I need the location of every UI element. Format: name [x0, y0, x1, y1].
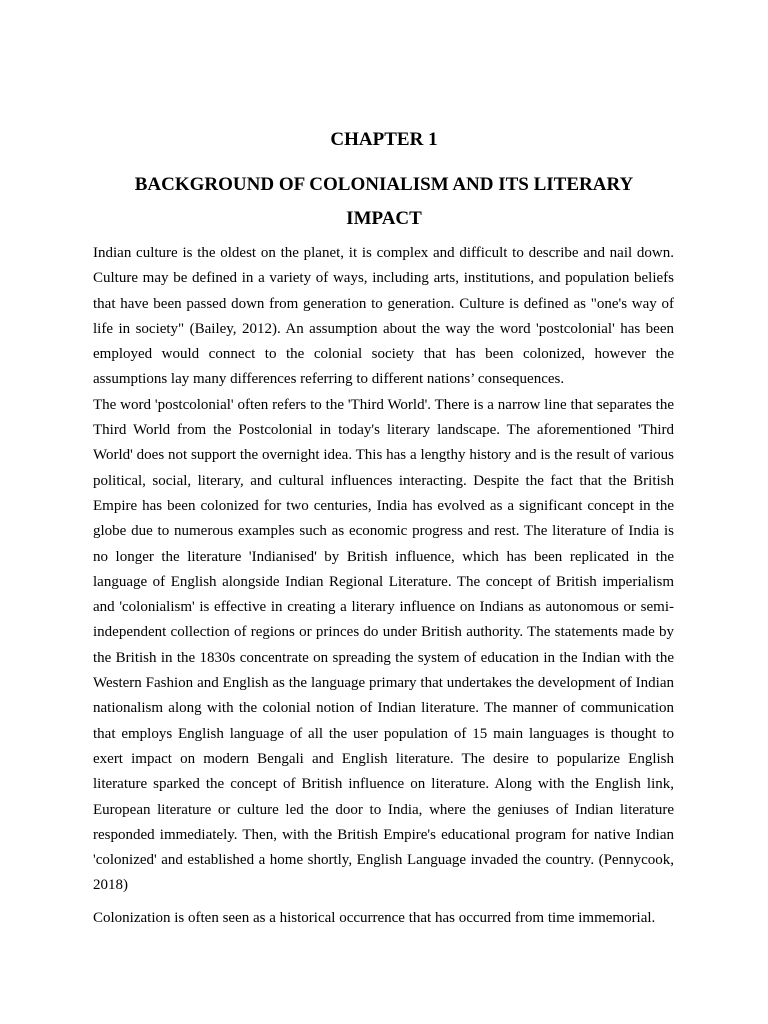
- paragraph-intro: Indian culture is the oldest on the planet, it is complex and difficult to describe and nail down. Culture may be defined in a variety of ways, including arts, institutions, and population beliefs that have been passed down from generation to generation. Culture is defined as "one's way of life in society" (Bailey, 2012). An assumption about the way the word 'postcolonial' has been employed would connect to the colonial society that has been colonized, however the assumptions lay many differences referring to different nations’ consequences.: [93, 245, 674, 388]
- chapter-label: CHAPTER 1: [330, 129, 438, 150]
- paragraph-postcolonial: The word 'postcolonial' often refers to the 'Third World'. There is a narrow line that separates the Third World from the Postcolonial in today's literary landscape. The aforementioned 'Third World' does not support the overnight idea. This has a lengthy history and is the result of various political, social, literary, and cultural influences interacting. Despite the fact that the British Empire has been colonized for two centuries, India has evolved as a significant concept in the globe due to numerous examples such as economic progress and rest. The literature of India is no longer the literature 'Indianised' by British influence, which has been replicated in the language of English alongside Indian Regional Literature. The concept of British imperialism and 'colonialism' is effective in creating a literary influence on Indians as autonomous or semi-independent collection of regions or princes do under British authority. The statements made by the British in the 1830s concentrate on spreading the system of education in the Indian with the Western Fashion and English as the language primary that undertakes the development of Indian nationalism along with the colonial notion of Indian literature. The manner of communication that employs English language of all the user population of 15 main languages is thought to exert impact on modern Bengali and English literature. The desire to popularize English literature sparked the concept of British influence on literature. Along with the English link, European literature or culture led the door to India, where the geniuses of Indian literature responded immediately. Then, with the British Empire's educational program for native Indian 'colonized' and established a home shortly, English Language invaded the country. (Pennycook, 2018): [93, 396, 674, 894]
- document-body: [93, 241, 674, 931]
- paragraph-colonization: Colonization is often seen as a historical occurrence that has occurred from time immemorial.: [93, 909, 656, 926]
- chapter-title: BACKGROUND OF COLONIALISM AND ITS LITERARY IMPACT: [134, 174, 634, 229]
